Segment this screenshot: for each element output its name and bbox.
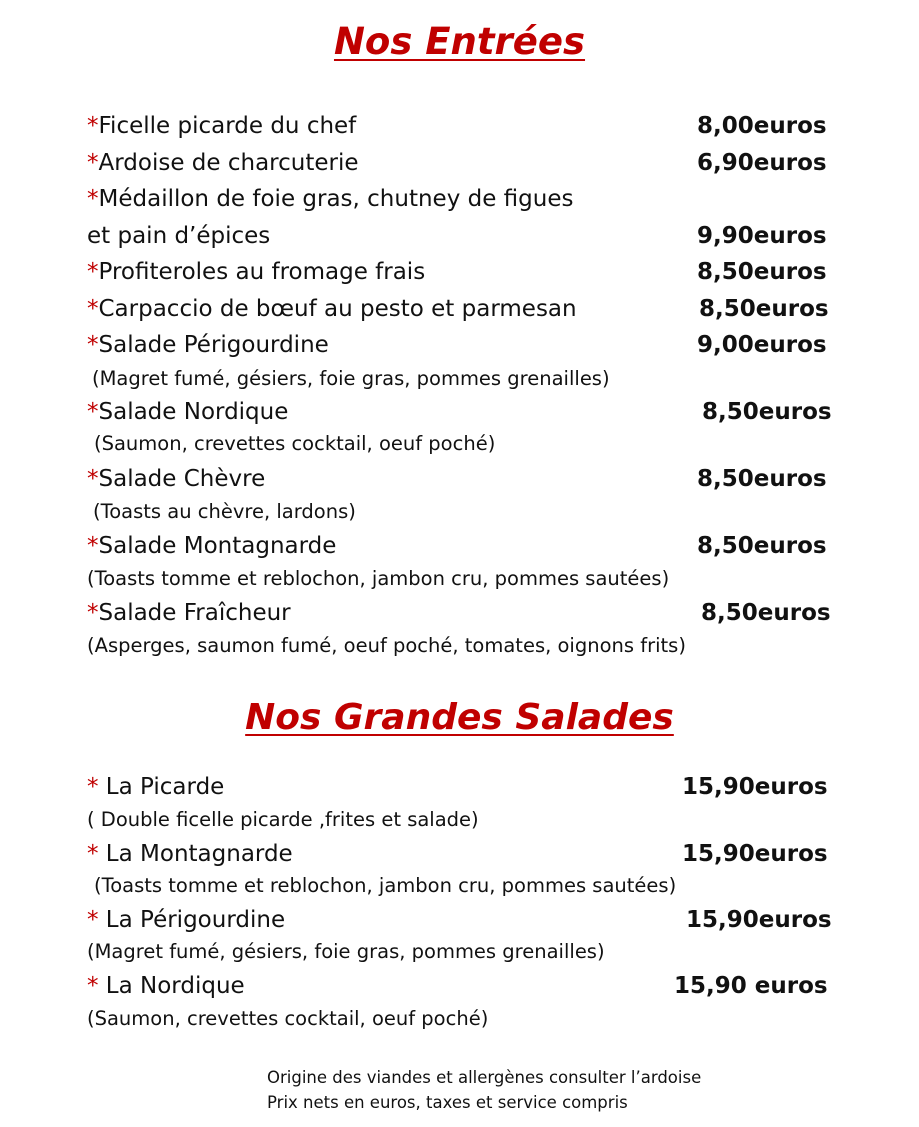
item-description: (Magret fumé, gésiers, foie gras, pommes grenailles) bbox=[92, 367, 610, 390]
star-bullet: * bbox=[87, 907, 99, 933]
menu-item bbox=[0, 291, 919, 327]
menu-item bbox=[0, 327, 919, 363]
star-bullet: * bbox=[87, 113, 99, 139]
menu-item-continued bbox=[0, 218, 919, 254]
item-name: *Salade Périgourdine bbox=[87, 332, 329, 358]
item-price: 9,00euros bbox=[697, 332, 827, 358]
item-description: (Asperges, saumon fumé, oeuf poché, tomates, oignons frits) bbox=[87, 634, 686, 657]
star-bullet: * bbox=[87, 841, 99, 867]
star-bullet: * bbox=[87, 150, 99, 176]
item-name: *Salade Montagnarde bbox=[87, 533, 337, 559]
item-price: 8,50euros bbox=[697, 533, 827, 559]
menu-item bbox=[0, 902, 919, 938]
item-description-line bbox=[0, 868, 919, 904]
item-price: 8,50euros bbox=[697, 259, 827, 285]
item-name: *Profiteroles au fromage frais bbox=[87, 259, 426, 285]
star-bullet: * bbox=[87, 973, 99, 999]
item-description-line bbox=[0, 561, 919, 597]
item-price: 8,50euros bbox=[697, 466, 827, 492]
star-bullet: * bbox=[87, 399, 99, 425]
menu-item bbox=[0, 108, 919, 144]
item-description: (Toasts tomme et reblochon, jambon cru, pommes sautées) bbox=[87, 567, 670, 590]
item-description-line bbox=[0, 628, 919, 664]
star-bullet: * bbox=[87, 186, 99, 212]
menu-item bbox=[0, 528, 919, 564]
item-price: 8,00euros bbox=[697, 113, 827, 139]
item-name: * La Nordique bbox=[87, 973, 245, 999]
item-description: (Saumon, crevettes cocktail, oeuf poché) bbox=[94, 432, 496, 455]
item-name: *Médaillon de foie gras, chutney de figues bbox=[87, 186, 574, 212]
item-price: 15,90 euros bbox=[674, 973, 828, 999]
menu-item bbox=[0, 145, 919, 181]
star-bullet: * bbox=[87, 600, 99, 626]
star-bullet: * bbox=[87, 774, 99, 800]
item-description-line bbox=[0, 361, 919, 397]
item-name: *Salade Nordique bbox=[87, 399, 289, 425]
section-title-entrees: Nos Entrées bbox=[333, 20, 586, 63]
item-description: (Toasts tomme et reblochon, jambon cru, pommes sautées) bbox=[94, 874, 677, 897]
item-price: 15,90euros bbox=[682, 774, 828, 800]
item-description-line bbox=[0, 426, 919, 462]
star-bullet: * bbox=[87, 259, 99, 285]
item-name: *Salade Fraîcheur bbox=[87, 600, 291, 626]
item-price: 15,90euros bbox=[682, 841, 828, 867]
menu-item bbox=[0, 836, 919, 872]
item-name: *Carpaccio de bœuf au pesto et parmesan bbox=[87, 296, 577, 322]
item-price: 8,50euros bbox=[699, 296, 829, 322]
section-title-grandes-salades: Nos Grandes Salades bbox=[245, 697, 674, 738]
footer-note-origin: Origine des viandes et allergènes consulter l’ardoise bbox=[267, 1068, 702, 1087]
item-description-line bbox=[0, 934, 919, 970]
item-price: 15,90euros bbox=[686, 907, 832, 933]
item-price: 8,50euros bbox=[701, 600, 831, 626]
star-bullet: * bbox=[87, 296, 99, 322]
star-bullet: * bbox=[87, 466, 99, 492]
item-name: *Salade Chèvre bbox=[87, 466, 266, 492]
menu-item bbox=[0, 461, 919, 497]
star-bullet: * bbox=[87, 533, 99, 559]
item-description: (Toasts au chèvre, lardons) bbox=[93, 500, 356, 523]
item-price: 9,90euros bbox=[697, 223, 827, 249]
item-name-line2: et pain d’épices bbox=[87, 223, 271, 249]
menu-item bbox=[0, 254, 919, 290]
item-name: *Ardoise de charcuterie bbox=[87, 150, 359, 176]
menu-item bbox=[0, 595, 919, 631]
item-description: ( Double ficelle picarde ,frites et salade) bbox=[87, 808, 479, 831]
menu-item bbox=[0, 181, 919, 217]
item-description-line bbox=[0, 802, 919, 838]
menu-item bbox=[0, 394, 919, 430]
item-description: (Magret fumé, gésiers, foie gras, pommes grenailles) bbox=[87, 940, 605, 963]
item-price: 6,90euros bbox=[697, 150, 827, 176]
menu-item bbox=[0, 968, 919, 1004]
star-bullet: * bbox=[87, 332, 99, 358]
footer-note-prices: Prix nets en euros, taxes et service compris bbox=[267, 1093, 628, 1112]
item-description: (Saumon, crevettes cocktail, oeuf poché) bbox=[87, 1007, 489, 1030]
item-description-line bbox=[0, 494, 919, 530]
item-description-line bbox=[0, 1001, 919, 1037]
item-name: *Ficelle picarde du chef bbox=[87, 113, 357, 139]
item-price: 8,50euros bbox=[702, 399, 832, 425]
menu-item bbox=[0, 769, 919, 805]
item-name: * La Montagnarde bbox=[87, 841, 293, 867]
item-name: * La Picarde bbox=[87, 774, 225, 800]
item-name: * La Périgourdine bbox=[87, 907, 286, 933]
